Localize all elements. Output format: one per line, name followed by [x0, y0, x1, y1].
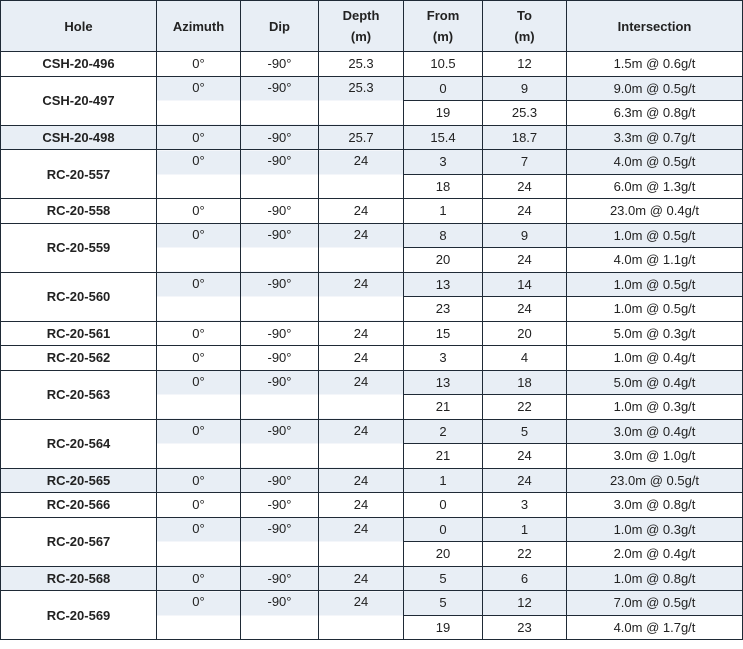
to-cell: 18.7 — [483, 125, 567, 150]
intersection-cell: 3.3m @ 0.7g/t — [567, 125, 743, 150]
to-cell: 24 — [483, 444, 567, 469]
from-cell: 19 — [404, 615, 483, 640]
table-row — [1, 468, 743, 493]
dip-cell: -90° — [241, 591, 319, 640]
table-row — [1, 52, 743, 77]
to-cell: 3 — [483, 493, 567, 518]
to-cell: 4 — [483, 346, 567, 371]
to-cell: 22 — [483, 395, 567, 420]
to-cell: 22 — [483, 542, 567, 567]
azimuth-cell: 0° — [157, 125, 241, 150]
from-cell: 2 — [404, 419, 483, 444]
to-cell: 25.3 — [483, 101, 567, 126]
header-to — [483, 1, 567, 52]
depth-cell: 24 — [319, 346, 404, 371]
to-cell: 14 — [483, 272, 567, 297]
from-cell: 18 — [404, 174, 483, 199]
intersection-cell: 1.5m @ 0.6g/t — [567, 52, 743, 77]
from-cell: 1 — [404, 199, 483, 224]
intersection-cell: 5.0m @ 0.3g/t — [567, 321, 743, 346]
from-cell: 0 — [404, 76, 483, 101]
dip-cell: -90° — [241, 150, 319, 199]
hole-id-cell: RC-20-557 — [1, 150, 157, 199]
azimuth-cell: 0° — [157, 150, 241, 199]
azimuth-cell: 0° — [157, 52, 241, 77]
azimuth-cell: 0° — [157, 76, 241, 125]
dip-cell: -90° — [241, 493, 319, 518]
from-cell: 0 — [404, 493, 483, 518]
intersection-cell: 7.0m @ 0.5g/t — [567, 591, 743, 616]
hole-id-cell: RC-20-563 — [1, 370, 157, 419]
depth-cell: 24 — [319, 370, 404, 419]
hole-id-cell: RC-20-567 — [1, 517, 157, 566]
from-cell: 15.4 — [404, 125, 483, 150]
hole-id-cell: RC-20-559 — [1, 223, 157, 272]
azimuth-cell: 0° — [157, 370, 241, 419]
azimuth-cell: 0° — [157, 223, 241, 272]
table-row — [1, 199, 743, 224]
hole-id-cell: RC-20-558 — [1, 199, 157, 224]
table-row — [1, 419, 743, 444]
hole-id-cell: RC-20-566 — [1, 493, 157, 518]
intersection-cell: 9.0m @ 0.5g/t — [567, 76, 743, 101]
to-cell: 12 — [483, 591, 567, 616]
header-from — [404, 1, 483, 52]
azimuth-cell: 0° — [157, 566, 241, 591]
table-header — [1, 1, 743, 52]
intersection-cell: 3.0m @ 1.0g/t — [567, 444, 743, 469]
dip-cell: -90° — [241, 199, 319, 224]
depth-cell: 24 — [319, 517, 404, 566]
hole-id-cell: RC-20-564 — [1, 419, 157, 468]
to-cell: 6 — [483, 566, 567, 591]
from-cell: 21 — [404, 395, 483, 420]
from-cell: 13 — [404, 272, 483, 297]
intersection-cell: 3.0m @ 0.4g/t — [567, 419, 743, 444]
intersection-cell: 4.0m @ 1.1g/t — [567, 248, 743, 273]
dip-cell: -90° — [241, 321, 319, 346]
intersection-cell: 6.3m @ 0.8g/t — [567, 101, 743, 126]
depth-cell: 24 — [319, 150, 404, 199]
hole-id-cell: CSH-20-497 — [1, 76, 157, 125]
table-row — [1, 223, 743, 248]
table-row — [1, 566, 743, 591]
table-row — [1, 346, 743, 371]
depth-cell: 25.3 — [319, 52, 404, 77]
intersection-cell: 3.0m @ 0.8g/t — [567, 493, 743, 518]
header-from-unit: (m) — [432, 29, 454, 44]
dip-cell: -90° — [241, 517, 319, 566]
azimuth-cell: 0° — [157, 517, 241, 566]
table-row — [1, 493, 743, 518]
header-depth-unit: (m) — [350, 29, 372, 44]
to-cell: 12 — [483, 52, 567, 77]
table-row — [1, 150, 743, 175]
depth-cell: 24 — [319, 199, 404, 224]
table-row — [1, 321, 743, 346]
depth-cell: 25.7 — [319, 125, 404, 150]
table-row — [1, 591, 743, 616]
azimuth-cell: 0° — [157, 346, 241, 371]
azimuth-cell: 0° — [157, 591, 241, 640]
hole-id-cell: RC-20-568 — [1, 566, 157, 591]
header-azimuth: Azimuth — [157, 1, 241, 52]
depth-cell: 24 — [319, 419, 404, 468]
table-row — [1, 517, 743, 542]
dip-cell: -90° — [241, 223, 319, 272]
to-cell: 9 — [483, 223, 567, 248]
table-row — [1, 370, 743, 395]
from-cell: 3 — [404, 346, 483, 371]
dip-cell: -90° — [241, 566, 319, 591]
dip-cell: -90° — [241, 52, 319, 77]
from-cell: 5 — [404, 591, 483, 616]
from-cell: 5 — [404, 566, 483, 591]
header-to-unit: (m) — [514, 29, 535, 44]
to-cell: 24 — [483, 248, 567, 273]
hole-id-cell: RC-20-561 — [1, 321, 157, 346]
table-row — [1, 272, 743, 297]
intersection-cell: 1.0m @ 0.5g/t — [567, 297, 743, 322]
azimuth-cell: 0° — [157, 493, 241, 518]
to-cell: 5 — [483, 419, 567, 444]
header-row — [1, 1, 743, 52]
intersection-cell: 1.0m @ 0.3g/t — [567, 395, 743, 420]
intersection-cell: 5.0m @ 0.4g/t — [567, 370, 743, 395]
from-cell: 1 — [404, 468, 483, 493]
depth-cell: 24 — [319, 321, 404, 346]
from-cell: 13 — [404, 370, 483, 395]
dip-cell: -90° — [241, 125, 319, 150]
intersection-cell: 2.0m @ 0.4g/t — [567, 542, 743, 567]
from-cell: 19 — [404, 101, 483, 126]
table-row — [1, 125, 743, 150]
hole-id-cell: CSH-20-496 — [1, 52, 157, 77]
header-intersection: Intersection — [567, 1, 743, 52]
to-cell: 1 — [483, 517, 567, 542]
to-cell: 9 — [483, 76, 567, 101]
dip-cell: -90° — [241, 370, 319, 419]
to-cell: 24 — [483, 199, 567, 224]
azimuth-cell: 0° — [157, 321, 241, 346]
hole-id-cell: RC-20-569 — [1, 591, 157, 640]
dip-cell: -90° — [241, 346, 319, 371]
header-depth-label: Depth — [342, 8, 380, 23]
dip-cell: -90° — [241, 419, 319, 468]
dip-cell: -90° — [241, 76, 319, 125]
header-from-label: From — [426, 8, 460, 23]
hole-id-cell: RC-20-562 — [1, 346, 157, 371]
depth-cell: 24 — [319, 493, 404, 518]
intersection-cell: 6.0m @ 1.3g/t — [567, 174, 743, 199]
to-cell: 24 — [483, 297, 567, 322]
intersection-cell: 1.0m @ 0.5g/t — [567, 223, 743, 248]
dip-cell: -90° — [241, 272, 319, 321]
azimuth-cell: 0° — [157, 272, 241, 321]
from-cell: 20 — [404, 542, 483, 567]
from-cell: 15 — [404, 321, 483, 346]
hole-id-cell: CSH-20-498 — [1, 125, 157, 150]
intersection-cell: 23.0m @ 0.5g/t — [567, 468, 743, 493]
azimuth-cell: 0° — [157, 199, 241, 224]
intersection-cell: 1.0m @ 0.8g/t — [567, 566, 743, 591]
azimuth-cell: 0° — [157, 419, 241, 468]
header-to-label: To — [517, 8, 532, 23]
from-cell: 23 — [404, 297, 483, 322]
to-cell: 24 — [483, 174, 567, 199]
depth-cell: 24 — [319, 272, 404, 321]
from-cell: 8 — [404, 223, 483, 248]
intersection-cell: 1.0m @ 0.3g/t — [567, 517, 743, 542]
to-cell: 24 — [483, 468, 567, 493]
from-cell: 20 — [404, 248, 483, 273]
header-dip: Dip — [241, 1, 319, 52]
depth-cell: 24 — [319, 223, 404, 272]
table-row — [1, 76, 743, 101]
table-body — [1, 52, 743, 640]
intersection-cell: 4.0m @ 1.7g/t — [567, 615, 743, 640]
from-cell: 10.5 — [404, 52, 483, 77]
intersection-cell: 23.0m @ 0.4g/t — [567, 199, 743, 224]
from-cell: 21 — [404, 444, 483, 469]
to-cell: 18 — [483, 370, 567, 395]
intersection-cell: 1.0m @ 0.4g/t — [567, 346, 743, 371]
header-depth — [319, 1, 404, 52]
azimuth-cell: 0° — [157, 468, 241, 493]
hole-id-cell: RC-20-560 — [1, 272, 157, 321]
depth-cell: 24 — [319, 591, 404, 640]
to-cell: 7 — [483, 150, 567, 175]
depth-cell: 24 — [319, 566, 404, 591]
depth-cell: 25.3 — [319, 76, 404, 125]
to-cell: 23 — [483, 615, 567, 640]
header-hole: Hole — [1, 1, 157, 52]
to-cell: 20 — [483, 321, 567, 346]
depth-cell: 24 — [319, 468, 404, 493]
intersection-cell: 4.0m @ 0.5g/t — [567, 150, 743, 175]
intersection-cell: 1.0m @ 0.5g/t — [567, 272, 743, 297]
from-cell: 3 — [404, 150, 483, 175]
from-cell: 0 — [404, 517, 483, 542]
dip-cell: -90° — [241, 468, 319, 493]
hole-id-cell: RC-20-565 — [1, 468, 157, 493]
